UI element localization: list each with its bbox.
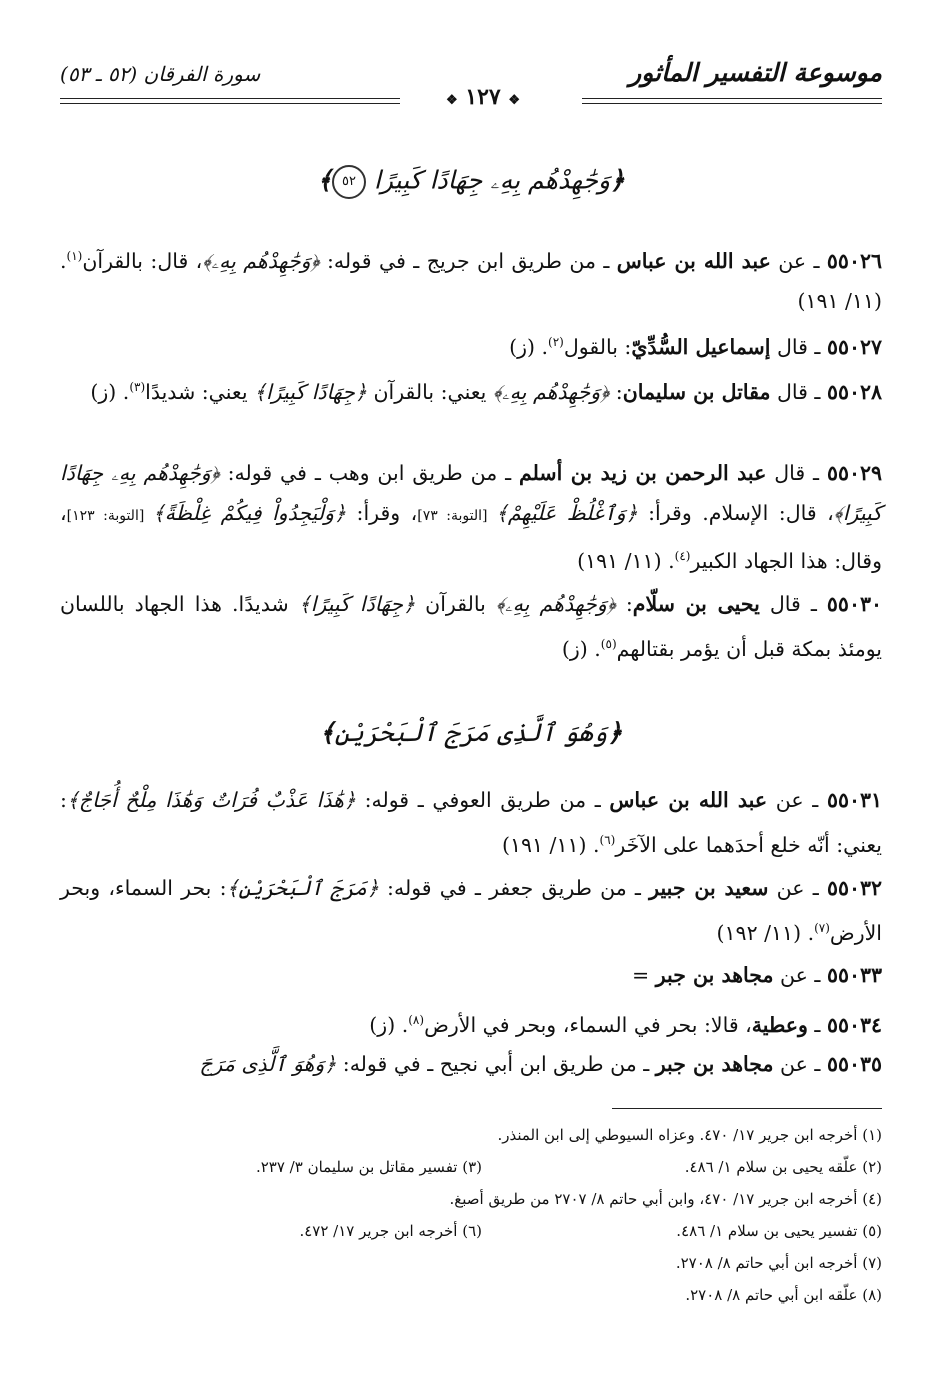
entry-text: يعني: بالقرآن: [366, 379, 493, 404]
footnote-marker: (٦): [599, 833, 616, 847]
quran-quote: ﴿وَهُوَ ٱلَّذِى مَرَجَ: [199, 1052, 337, 1076]
entry-text: ، قالا: بحر في السماء، وبحر في الأرض: [424, 1012, 752, 1037]
entry-text: ـ قال: [770, 334, 827, 359]
entry-text: ـ قال: [766, 461, 827, 485]
section-heading: [60, 165, 882, 199]
quran-quote: ﴿مَرَجَ ٱلْبَحْرَيْنِ﴾: [226, 876, 379, 900]
narrator-name: عبد الرحمن بن زيد بن أسلم: [518, 461, 767, 485]
reference: . (١١/ ١٩١): [60, 248, 882, 313]
entry-text: : يعني: أنّه خلع أحدَهما على الآخَر: [60, 788, 882, 857]
narrator-name: مجاهد بن جبر: [655, 1052, 774, 1076]
header-rule-right: [582, 98, 882, 104]
footnote-6: (٦) أخرجه ابن جرير ١٧/ ٤٧٢.: [299, 1222, 482, 1240]
narration-entry: [60, 1044, 882, 1084]
section-heading: [60, 718, 882, 747]
entry-number: ٥٥٠٣٢: [826, 876, 882, 900]
entry-number: ٥٥٠٣٣: [826, 963, 882, 987]
entry-text: ـ من طريق العوفي ـ قوله:: [355, 788, 610, 812]
entry-text: ـ عن: [770, 248, 827, 273]
reference: . (ز): [509, 334, 549, 359]
narration-entry: [60, 780, 882, 865]
header-rule-left: [60, 98, 400, 104]
footnote-marker: (٤): [674, 549, 691, 563]
footnote-divider: [612, 1108, 882, 1109]
entry-text: ـ عن: [773, 963, 827, 987]
surah-label: سورة الفرقان (٥٢ ـ ٥٣): [60, 62, 261, 86]
quran-quote: ﴿وَجَٰهِدْهُم بِهِۦ جِهَادًا كَبِيرًا﴾: [60, 461, 883, 525]
entry-text: ـ عن: [767, 788, 827, 812]
narration-entry: [60, 584, 882, 669]
quran-quote: ﴿وَجَٰهِدْهُم بِهِۦ﴾: [492, 379, 610, 404]
footnote-marker: (١): [66, 249, 83, 263]
quran-quote: ﴿هَٰذَا عَذْبٌ فُرَاتٌ وَهَٰذَا مِلْحٌ أُجَاجٌ﴾: [66, 788, 356, 812]
entry-text: ـ من طريق ابن وهب ـ في قوله:: [219, 461, 519, 485]
reference: . (١١/ ١٩١): [501, 832, 600, 857]
entry-number: ٥٥٠٢٩: [826, 461, 882, 485]
entry-text: ـ قال: [770, 379, 827, 404]
reference: . (ز): [369, 1012, 409, 1037]
page-number: ١٢٧: [465, 84, 501, 110]
entry-text: : بالقول: [563, 334, 632, 359]
book-title: موسوعة التفسير المأثور: [629, 58, 882, 87]
footnote-5: (٥) تفسير يحيى بن سلام ١/ ٤٨٦.: [676, 1222, 882, 1240]
quran-quote: ﴿جِهَادًا كَبِيرًا﴾: [254, 379, 367, 404]
entry-text: ـ عن: [768, 876, 827, 900]
surah-reference: [التوبة: ٧٣]: [417, 508, 496, 524]
quran-quote: ﴿وَلْيَجِدُواْ فِيكُمْ غِلْظَةً﴾: [152, 501, 347, 525]
narrator-name: إسماعيل السُّدِّيّ: [631, 334, 771, 359]
footnote-7: (٧) أخرجه ابن أبي حاتم ٨/ ٢٧٠٨.: [675, 1254, 882, 1272]
entry-text: ـ: [807, 1012, 827, 1037]
surah-reference: [التوبة: ١٢٣]: [66, 508, 153, 524]
entry-text: ـ من طريق جعفر ـ في قوله:: [378, 876, 650, 900]
reference: . (١١/ ١٩٢): [716, 920, 815, 945]
narration-entry: [60, 955, 882, 995]
entry-text: ، وقرأ:: [346, 501, 418, 525]
entry-text: =: [632, 963, 656, 987]
footnote-8: (٨) علّقه ابن أبي حاتم ٨/ ٢٧٠٨.: [685, 1286, 882, 1304]
footnote-marker: (٧): [814, 921, 830, 935]
entry-text: ـ من طريق ابن جريج ـ في قوله:: [319, 248, 617, 273]
ornate-bracket-open: ﴿: [610, 165, 625, 195]
footnote-marker: (٨): [408, 1013, 425, 1027]
narration-entry: [60, 453, 882, 581]
page-number-block: [418, 84, 548, 110]
ornament-icon: ❖: [445, 93, 458, 108]
narrator-name: عبد الله بن عباس: [616, 248, 771, 273]
ayah-number-badge: ٥٢: [332, 165, 366, 199]
entry-text: ـ قال: [759, 592, 827, 616]
narration-entry: [60, 868, 882, 953]
footnote-marker: (٥): [600, 637, 617, 651]
reference: . (ز): [561, 636, 601, 661]
footnote-marker: (٢): [548, 335, 564, 349]
entry-text: بالقرآن: [415, 592, 496, 616]
entry-number: ٥٥٠٢٧: [826, 334, 882, 359]
entry-text: :: [609, 379, 623, 404]
entry-text: ـ من طريق ابن أبي نجيح ـ في قوله:: [336, 1052, 656, 1076]
narrator-name: سعيد بن جبير: [649, 876, 769, 900]
entry-number: ٥٥٠٢٨: [826, 379, 882, 404]
reference: . (١١/ ١٩١): [577, 548, 675, 573]
entry-text: ، قال: بالقرآن: [82, 248, 203, 273]
entry-number: ٥٥٠٣٤: [826, 1012, 882, 1037]
narrator-name: مقاتل بن سليمان: [622, 379, 771, 404]
entry-number: ٥٥٠٣٠: [826, 592, 882, 616]
narration-entry: [60, 1000, 882, 1045]
footnote-3: (٣) تفسير مقاتل بن سليمان ٣/ ٢٣٧.: [255, 1158, 482, 1176]
narrator-name: يحيى بن سلّام: [632, 592, 760, 616]
entry-text: : بحر السماء، وبحر الأرض: [60, 876, 882, 945]
entry-text: ، قال: الإسلام. وقرأ:: [637, 501, 834, 525]
page-header: [60, 58, 882, 114]
entry-number: ٥٥٠٣٥: [826, 1052, 882, 1076]
entry-text: ، وقال: هذا الجهاد الكبير: [60, 501, 882, 573]
entry-text: شديدًا. هذا الجهاد باللسان يومئذ بمكة قبل أن يؤمر بقتالهم: [60, 592, 882, 661]
narration-entry: [60, 367, 882, 412]
narrator-name: مجاهد بن جبر: [655, 963, 774, 987]
ayah-text: وَجَٰهِدْهُم بِهِۦ جِهَادًا كَبِيرًا: [373, 165, 611, 195]
footnote-marker: (٣): [129, 380, 146, 394]
quran-quote: ﴿وَٱغْلُظْ عَلَيْهِمْ﴾: [495, 501, 638, 525]
ornate-bracket-close: ﴾: [319, 718, 335, 747]
reference: . (ز): [90, 379, 130, 404]
footnote-4: (٤) أخرجه ابن جرير ١٧/ ٤٧٠، وابن أبي حاتم ٨/ ٢٧٠٧ من طريق أصبغ.: [449, 1190, 882, 1208]
narrator-name: عبد الله بن عباس: [609, 788, 768, 812]
quran-quote: ﴿وَجَٰهِدْهُم بِهِۦ﴾: [495, 592, 616, 616]
quran-quote: ﴿جِهَادًا كَبِيرًا﴾: [298, 592, 416, 616]
ornament-icon: ❖: [508, 93, 521, 108]
ornate-bracket-close: ﴾: [317, 165, 332, 195]
narrator-name: وعطية: [751, 1012, 808, 1037]
narration-entry: [60, 236, 882, 321]
entry-number: ٥٥٠٣١: [826, 788, 882, 812]
entry-text: ـ عن: [773, 1052, 827, 1076]
quran-quote: ﴿وَجَٰهِدْهُم بِهِۦ﴾: [202, 248, 320, 273]
footnote-2: (٢) علّقه يحيى بن سلام ١/ ٤٨٦.: [684, 1158, 882, 1176]
entry-text: يعني: شديدًا: [145, 379, 255, 404]
footnote-1: (١) أخرجه ابن جرير ١٧/ ٤٧٠. وعزاه السيوطي إلى ابن المنذر.: [497, 1126, 882, 1144]
entry-number: ٥٥٠٢٦: [826, 248, 882, 273]
entry-text: :: [615, 592, 633, 616]
ayah-text: وَهُوَ ٱلَّذِى مَرَجَ ٱلْبَحْرَيْنِ: [334, 718, 608, 747]
ornate-bracket-open: ﴿: [607, 718, 623, 747]
narration-entry: [60, 322, 882, 367]
